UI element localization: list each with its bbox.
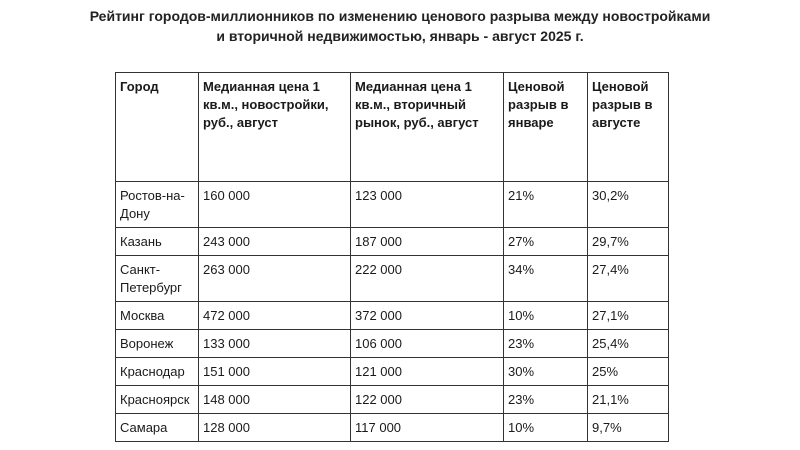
header-secondary-price: Медианная цена 1 кв.м., вторичный рынок, руб., август (351, 73, 504, 182)
cell-gap-january: 27% (504, 228, 588, 256)
header-gap-august: Ценовой разрыв в августе (588, 73, 669, 182)
cell-new-build-price: 263 000 (199, 256, 351, 302)
cell-new-build-price: 133 000 (199, 330, 351, 358)
header-city: Город (116, 73, 199, 182)
cell-gap-january: 21% (504, 182, 588, 228)
table-header-row (116, 73, 669, 182)
table-row (116, 414, 669, 442)
table-row (116, 330, 669, 358)
cell-gap-january: 10% (504, 302, 588, 330)
header-gap-january: Ценовой разрыв в январе (504, 73, 588, 182)
table-row (116, 228, 669, 256)
cell-secondary-price: 187 000 (351, 228, 504, 256)
table-row (116, 182, 669, 228)
cell-city: Самара (116, 414, 199, 442)
table-row (116, 386, 669, 414)
table-row (116, 358, 669, 386)
cell-secondary-price: 222 000 (351, 256, 504, 302)
cell-gap-january: 30% (504, 358, 588, 386)
cell-gap-january: 34% (504, 256, 588, 302)
cell-secondary-price: 121 000 (351, 358, 504, 386)
cell-secondary-price: 123 000 (351, 182, 504, 228)
cell-gap-august: 25% (588, 358, 669, 386)
cell-new-build-price: 128 000 (199, 414, 351, 442)
cell-new-build-price: 472 000 (199, 302, 351, 330)
title-line-2: и вторичной недвижимостью, январь - август 2025 г. (216, 28, 584, 44)
cell-city: Москва (116, 302, 199, 330)
table-row (116, 256, 669, 302)
cell-new-build-price: 160 000 (199, 182, 351, 228)
title-line-1: Рейтинг городов-миллионников по изменению ценового разрыва между новостройками (89, 8, 711, 24)
cell-gap-january: 23% (504, 330, 588, 358)
cell-gap-august: 21,1% (588, 386, 669, 414)
cell-new-build-price: 243 000 (199, 228, 351, 256)
header-new-build-price: Медианная цена 1 кв.м., новостройки, руб., август (199, 73, 351, 182)
cell-city: Ростов-на-Дону (116, 182, 199, 228)
cell-city: Санкт-Петербург (116, 256, 199, 302)
table-row (116, 302, 669, 330)
cell-city: Красноярск (116, 386, 199, 414)
cell-gap-august: 29,7% (588, 228, 669, 256)
cell-gap-august: 9,7% (588, 414, 669, 442)
cell-gap-january: 10% (504, 414, 588, 442)
cell-new-build-price: 151 000 (199, 358, 351, 386)
city-price-gap-table (115, 72, 669, 442)
cell-gap-august: 30,2% (588, 182, 669, 228)
cell-city: Казань (116, 228, 199, 256)
cell-gap-august: 27,4% (588, 256, 669, 302)
cell-secondary-price: 117 000 (351, 414, 504, 442)
cell-secondary-price: 372 000 (351, 302, 504, 330)
cell-gap-january: 23% (504, 386, 588, 414)
document-title (0, 6, 800, 46)
cell-new-build-price: 148 000 (199, 386, 351, 414)
cell-secondary-price: 122 000 (351, 386, 504, 414)
cell-city: Воронеж (116, 330, 199, 358)
cell-gap-august: 25,4% (588, 330, 669, 358)
cell-city: Краснодар (116, 358, 199, 386)
cell-secondary-price: 106 000 (351, 330, 504, 358)
cell-gap-august: 27,1% (588, 302, 669, 330)
